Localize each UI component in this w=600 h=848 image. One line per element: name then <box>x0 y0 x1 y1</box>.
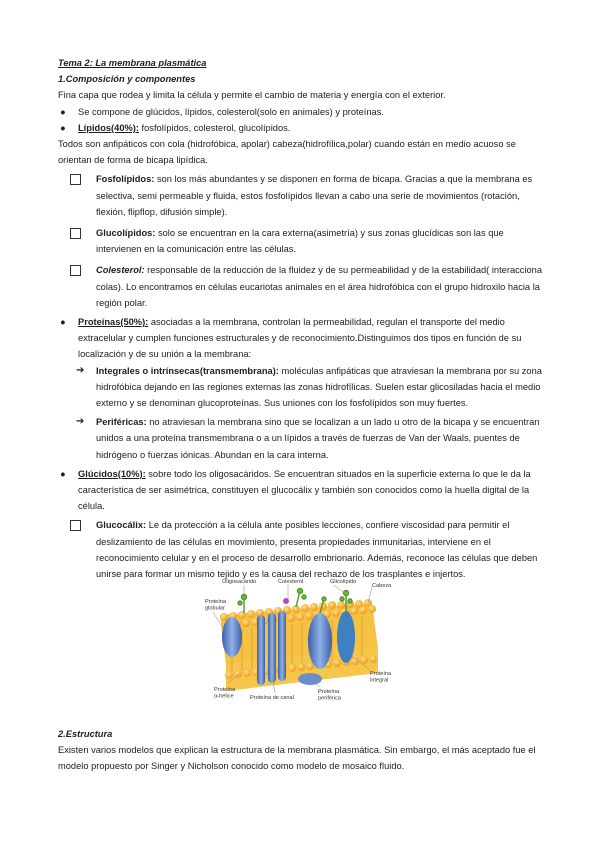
membrane-figure <box>0 575 600 705</box>
document-content <box>58 55 544 582</box>
list-item-glucidos: ● Glúcidos(10%): sobre todo los oligosacáridos. Se encuentran situados en la superficie externa lo que le da la característica de ser asimétrica, constituyen el glucocálix y también son conocidos como la huella digital de la célula. <box>58 466 544 515</box>
proteinas-label: Proteínas(50%): <box>78 317 149 328</box>
bullet-dot-icon: ● <box>60 106 66 117</box>
section2-paragraph: Existen varios modelos que explican la estructura de la membrana plasmática. Sin embargo, el más aceptado fue el modelo propuesto por Singer y Nicholson conocido como modelo de mosaico fluido. <box>58 745 536 772</box>
checklist-item-glucocalix: Glucocálix: Le da protección a la célula ante posibles lecciones, confiere viscosidad para permitir el deslizamiento de las células en movimiento, presenta propiedades inmunitarias, interviene en el reconocimiento celular y en el proceso de desarrollo embrionario. Además, reconoce las células que deben unirse para formar un mismo tejido y es la causa del rechazo de los trasplantes e injertos. <box>58 517 544 582</box>
list-item-composition: ● Se compone de glúcidos, lípidos, colesterol(solo en animales) y proteínas. <box>58 104 544 120</box>
arrow-right-icon: ➔ <box>76 364 85 376</box>
checkbox-icon <box>70 228 81 239</box>
label-line: globular <box>205 605 225 612</box>
label-cabeza: Cabeza <box>372 583 392 589</box>
section2 <box>58 726 544 775</box>
membrane-diagram <box>0 575 600 705</box>
label-line: periférica <box>318 695 342 702</box>
intro-paragraph: Fina capa que rodea y limita la célula y permite el cambio de materia y energía con el exterior. <box>58 90 446 101</box>
label-proteina-canal: Proteína de canal <box>250 695 294 701</box>
label-proteina-globular: Proteína globular <box>205 599 227 612</box>
lipidos-label: Lípidos(40%): <box>78 122 139 133</box>
list-item-lipidos: ● Lípidos(40%): fosfolípidos, colesterol, glucolípidos. <box>58 120 544 136</box>
checkbox-icon <box>70 174 81 185</box>
section2-heading: 2.Estructura <box>58 729 113 739</box>
page-title: Tema 2: La membrana plasmática <box>58 58 207 68</box>
section1-heading: 1.Composición y componentes <box>58 74 196 85</box>
checklist-item-fosfolipidos: Fosfolípidos: son los más abundantes y se disponen en forma de bicapa. Gracias a que la membrana es selectiva, semi permeable y fluida, estos fosfolípidos llevan a cabo una serie de movimientos (rotación, flexión, flipflop, difusión simple). <box>58 171 544 220</box>
label-proteina-integral: Proteína integral <box>370 671 392 684</box>
checkbox-icon <box>70 265 81 276</box>
label-oligosacarido: Oligosacárido <box>222 579 257 585</box>
arrow-item-integrales: ➔ Integrales o intrínsecas(transmembrana): moléculas anfipáticas que atraviesan la membrana por su zona hidrofóbica dejando en las regiones externas las zonas hidrofílicas. Suelen estar glicosiladas hacia el medio externo y se denominan glucoproteínas. Sus uniones con los fosfolípidos son muy fuertes. <box>76 364 542 409</box>
checklist-item-colesterol: Colesterol: responsable de la reducción de la fluidez y de su permeabilidad y de la estabilidad( interacciona colas). Lo encontramos en células eucariotas animales en el área hidrofóbica con el grupo hidroxilo hacia la región polar. <box>58 262 544 311</box>
list-item-proteinas: ● Proteínas(50%): asociadas a la membrana, controlan la permeabilidad, regulan el transporte del medio extracelular y cumplen funciones estructurales y de reconocimiento.Distinguimos dos tipos en función de su localización y de su unión a la membrana: <box>58 314 544 363</box>
label-proteina-alfa: Proteína α-hélice <box>214 687 236 700</box>
glucidos-label: Glúcidos(10%): <box>78 468 146 479</box>
lipidos-description: Todos son anfipáticos con cola (hidrofóbica, apolar) cabeza(hidrofílica,polar) cuando están en medio acuoso se orientan de forma de bicapa lipídica. <box>58 139 516 166</box>
bullet-dot-icon: ● <box>60 122 66 133</box>
bullet-dot-icon: ● <box>60 468 66 479</box>
arrow-item-perifericas: ➔ Periféricas: no atraviesan la membrana sino que se localizan a un lado u otro de la bicapa y se encuentran unidos a una proteína transmembrana o a un lípidos a través de fuerzas de Van der Waals, puentes de hidrógeno o fuerzas iónicas. Abundan en la cara interna. <box>76 416 540 460</box>
label-glicolipido: Glicolípido <box>330 579 357 585</box>
arrow-right-icon: ➔ <box>76 416 85 428</box>
checkbox-icon <box>70 520 81 531</box>
checklist-item-glucolipidos: Glucolípidos: solo se encuentran en la cara externa(asimetría) y sus zonas glucídicas son las que intervienen en la comunicación entre las células. <box>58 225 544 257</box>
label-line: integral <box>370 677 389 684</box>
bullet-dot-icon: ● <box>60 317 66 328</box>
label-colesterol: Colesterol <box>278 579 304 585</box>
label-proteina-periferica: Proteína periférica <box>318 689 342 702</box>
label-line: α-hélice <box>214 693 234 700</box>
